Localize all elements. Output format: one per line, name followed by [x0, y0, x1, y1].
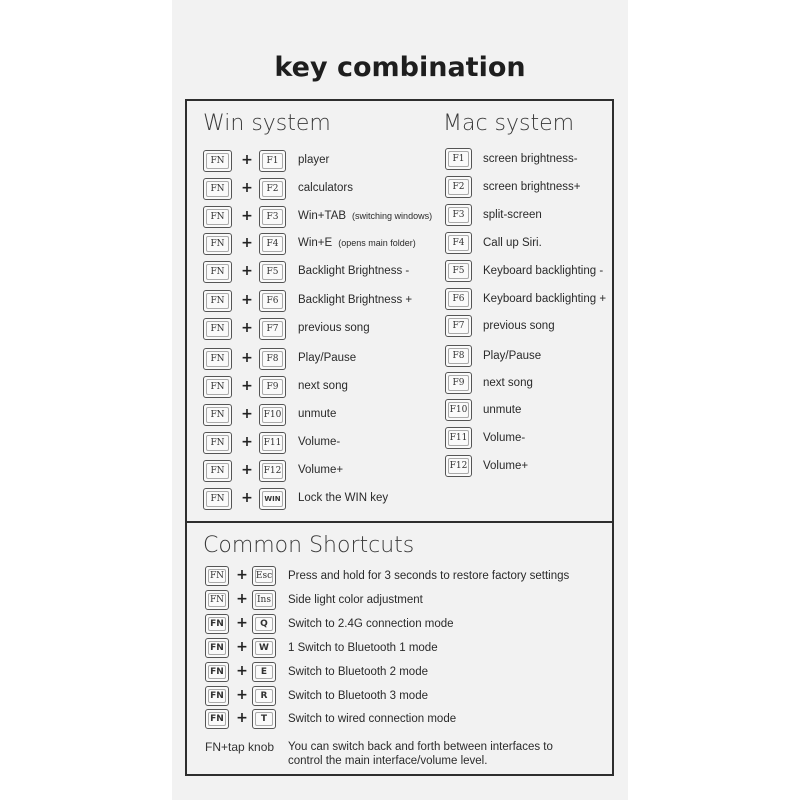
win-shortcut-action: Play/Pause [298, 352, 357, 364]
win-key-f3-label: F3 [266, 212, 279, 222]
fn-key [205, 566, 229, 586]
fn-key [203, 206, 232, 228]
fn-key-label: FN [210, 714, 224, 724]
plus-sign: + [241, 180, 253, 196]
fn-key [205, 709, 229, 729]
plus-sign: + [241, 406, 253, 422]
win-key-f3 [259, 206, 286, 228]
mac-key-f4-label: F4 [452, 238, 465, 248]
fn-key [205, 662, 229, 682]
win-key-f11 [259, 432, 286, 454]
mac-shortcut-description: split-screen [483, 209, 542, 221]
win-shortcut-note: (switching windows) [352, 211, 433, 221]
mac-shortcut-description: next song [483, 377, 533, 389]
common-shortcut-description: Switch to 2.4G connection mode [288, 618, 454, 630]
common-shortcuts-heading: Common Shortcuts [203, 533, 415, 558]
win-shortcut-description [298, 408, 336, 420]
fn-key [205, 590, 229, 610]
fn-key-label: FN [210, 296, 225, 306]
fn-key-label: FN [209, 595, 225, 605]
section-divider [185, 521, 614, 523]
mac-key-f3-label: F3 [452, 210, 465, 220]
common-key-w [252, 638, 276, 658]
mac-key-f9 [445, 372, 472, 394]
fn-key-label: FN [210, 354, 225, 364]
plus-sign: + [241, 235, 253, 251]
common-key-esc-label: Esc [255, 571, 273, 581]
win-shortcut-description [298, 436, 340, 448]
fn-key-label: FN [210, 239, 225, 249]
mac-shortcut-description: Keyboard backlighting - [483, 265, 604, 277]
common-shortcut-description: Press and hold for 3 seconds to restore factory settings [288, 570, 570, 582]
plus-sign: + [236, 567, 248, 583]
win-key-f10-label: F10 [263, 410, 282, 420]
mac-key-f10-label: F10 [449, 405, 468, 415]
win-key-win-label: WIN [264, 495, 281, 503]
mac-system-heading: Mac system [443, 111, 575, 136]
win-key-f10 [259, 404, 286, 426]
win-key-f9-label: F9 [266, 382, 279, 392]
common-key-t [252, 709, 276, 729]
fn-key-label: FN [210, 212, 225, 222]
fn-key-label: FN [210, 619, 224, 629]
common-key-esc [252, 566, 276, 586]
fn-key [203, 348, 232, 370]
win-shortcut-action: calculators [298, 182, 353, 194]
win-key-f1 [259, 150, 286, 172]
common-shortcut-description: Side light color adjustment [288, 594, 423, 606]
fn-key-label: FN [210, 466, 225, 476]
win-shortcut-description [298, 322, 370, 334]
common-shortcut-description: Switch to Bluetooth 3 mode [288, 690, 428, 702]
win-key-f7 [259, 318, 286, 340]
win-shortcut-description [298, 380, 348, 392]
mac-key-f8-label: F8 [452, 351, 465, 361]
fn-key-label: FN [210, 691, 224, 701]
fn-key-label: FN [210, 156, 225, 166]
win-key-win [259, 488, 286, 510]
mac-key-f1-label: F1 [452, 154, 465, 164]
win-shortcut-action: Backlight Brightness - [298, 265, 410, 277]
win-shortcut-action: Win+E [298, 237, 333, 249]
win-key-f2-label: F2 [266, 184, 279, 194]
fn-key-label: FN [210, 382, 225, 392]
fn-key [205, 638, 229, 658]
win-key-f9 [259, 376, 286, 398]
fn-key-label: FN [210, 643, 224, 653]
win-key-f12-label: F12 [263, 466, 282, 476]
fn-key-label: FN [210, 410, 225, 420]
win-shortcut-action: unmute [298, 408, 337, 420]
mac-key-f7 [445, 315, 472, 337]
common-key-ins [252, 590, 276, 610]
plus-sign: + [241, 378, 253, 394]
plus-sign: + [241, 292, 253, 308]
fn-key [205, 686, 229, 706]
mac-shortcut-description: unmute [483, 404, 522, 416]
plus-sign: + [241, 490, 253, 506]
fn-key-label: FN [210, 184, 225, 194]
win-key-f8 [259, 348, 286, 370]
fn-key [203, 150, 232, 172]
mac-shortcut-description: Volume- [483, 432, 526, 444]
win-shortcut-action: Volume- [298, 436, 341, 448]
mac-shortcut-description: Keyboard backlighting + [483, 293, 607, 305]
plus-sign: + [236, 615, 248, 631]
fn-tap-knob-label: FN+tap knob [205, 740, 275, 754]
win-key-f5 [259, 261, 286, 283]
win-key-f12 [259, 460, 286, 482]
common-key-q [252, 614, 276, 634]
plus-sign: + [241, 434, 253, 450]
fn-key [203, 376, 232, 398]
win-key-f8-label: F8 [266, 354, 279, 364]
fn-key-label: FN [210, 267, 225, 277]
fn-key [205, 614, 229, 634]
plus-sign: + [236, 710, 248, 726]
win-key-f1-label: F1 [266, 156, 279, 166]
win-shortcut-description [298, 182, 353, 194]
mac-shortcut-description: Call up Siri. [483, 237, 542, 249]
fn-key [203, 178, 232, 200]
win-shortcut-action: Volume+ [298, 464, 344, 476]
common-key-ins-label: Ins [257, 595, 271, 605]
plus-sign: + [236, 591, 248, 607]
common-key-q-label: Q [260, 619, 268, 629]
fn-key [203, 488, 232, 510]
plus-sign: + [236, 639, 248, 655]
win-key-f7-label: F7 [266, 324, 279, 334]
plus-sign: + [241, 208, 253, 224]
win-shortcut-action: player [298, 154, 330, 166]
mac-key-f1 [445, 148, 472, 170]
win-shortcut-note: (opens main folder) [338, 238, 416, 248]
common-shortcut-description: 1 Switch to Bluetooth 1 mode [288, 642, 438, 654]
plus-sign: + [241, 263, 253, 279]
fn-key-label: FN [210, 438, 225, 448]
win-shortcut-description [298, 237, 416, 249]
mac-key-f12-label: F12 [449, 461, 468, 471]
mac-key-f5 [445, 260, 472, 282]
win-shortcut-description [298, 294, 412, 306]
win-shortcut-description [298, 492, 388, 504]
mac-key-f3 [445, 204, 472, 226]
win-key-f6-label: F6 [266, 296, 279, 306]
mac-key-f11 [445, 427, 472, 449]
mac-shortcut-description: screen brightness- [483, 153, 578, 165]
mac-key-f12 [445, 455, 472, 477]
win-key-f5-label: F5 [266, 267, 279, 277]
win-key-f6 [259, 290, 286, 312]
common-shortcut-description: Switch to Bluetooth 2 mode [288, 666, 428, 678]
win-shortcut-action: Backlight Brightness + [298, 294, 413, 306]
mac-key-f10 [445, 399, 472, 421]
win-shortcut-description [298, 265, 409, 277]
fn-key [203, 261, 232, 283]
win-shortcut-description [298, 154, 329, 166]
fn-key-label: FN [209, 571, 225, 581]
fn-key [203, 432, 232, 454]
win-key-f4-label: F4 [266, 239, 279, 249]
common-key-r-label: R [260, 691, 268, 701]
win-key-f4 [259, 233, 286, 255]
mac-key-f2 [445, 176, 472, 198]
fn-key-label: FN [210, 494, 225, 504]
mac-shortcut-description: previous song [483, 320, 555, 332]
mac-key-f11-label: F11 [449, 433, 468, 443]
mac-key-f8 [445, 345, 472, 367]
mac-key-f5-label: F5 [452, 266, 465, 276]
plus-sign: + [236, 687, 248, 703]
common-shortcut-description: Switch to wired connection mode [288, 713, 457, 725]
common-key-t-label: T [260, 714, 268, 724]
common-key-e-label: E [260, 667, 268, 677]
fn-key [203, 290, 232, 312]
mac-key-f9-label: F9 [452, 378, 465, 388]
win-shortcut-action: Lock the WIN key [298, 492, 389, 504]
mac-shortcut-description: Play/Pause [483, 350, 542, 362]
plus-sign: + [241, 320, 253, 336]
win-key-f2 [259, 178, 286, 200]
win-key-f11-label: F11 [263, 438, 282, 448]
common-key-e [252, 662, 276, 682]
mac-key-f6 [445, 288, 472, 310]
win-shortcut-description [298, 210, 432, 222]
win-system-heading: Win system [203, 111, 331, 136]
fn-key [203, 404, 232, 426]
fn-tap-knob-description: You can switch back and forth between interfaces to control the main interface/volume level. [288, 741, 553, 767]
fn-key [203, 460, 232, 482]
plus-sign: + [236, 663, 248, 679]
win-shortcut-action: next song [298, 380, 348, 392]
mac-key-f6-label: F6 [452, 294, 465, 304]
mac-key-f4 [445, 232, 472, 254]
common-key-r [252, 686, 276, 706]
plus-sign: + [241, 350, 253, 366]
mac-shortcut-description: Volume+ [483, 460, 529, 472]
plus-sign: + [241, 152, 253, 168]
mac-shortcut-description: screen brightness+ [483, 181, 581, 193]
win-shortcut-description [298, 352, 356, 364]
page-title: key combination [274, 52, 526, 83]
win-shortcut-action: previous song [298, 322, 370, 334]
win-shortcut-action: Win+TAB [298, 210, 347, 222]
fn-key [203, 233, 232, 255]
fn-key-label: FN [210, 667, 224, 677]
fn-key-label: FN [210, 324, 225, 334]
plus-sign: + [241, 462, 253, 478]
mac-key-f2-label: F2 [452, 182, 465, 192]
win-shortcut-description [298, 464, 343, 476]
mac-key-f7-label: F7 [452, 321, 465, 331]
fn-key [203, 318, 232, 340]
common-key-w-label: W [259, 643, 269, 653]
